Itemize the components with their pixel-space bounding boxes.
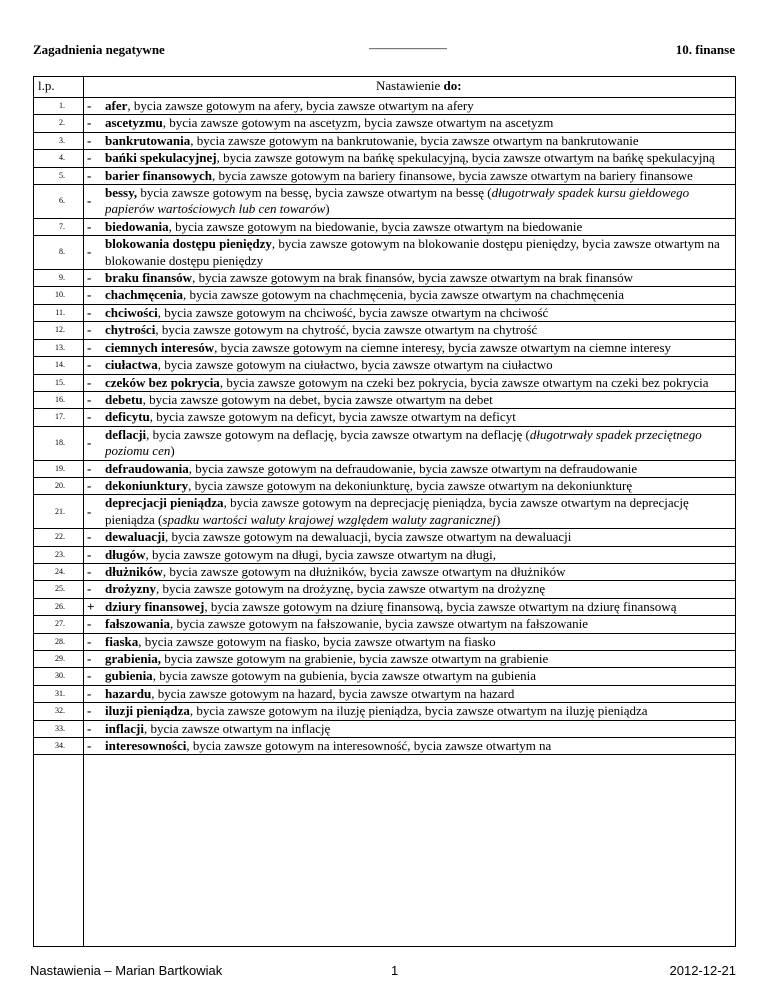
row-description: , bycia zawsze gotowym na blokowanie dostępu pieniędzy, bycia zawsze otwartym na blokowanie dostępu pieniędzy (105, 236, 720, 268)
row-number: 34. (55, 741, 65, 751)
row-sign: + (87, 598, 95, 614)
footer-author: Nastawienia – Marian Bartkowiak (30, 963, 223, 978)
row-sign: - (87, 304, 92, 320)
row-keyword: inflacji (105, 720, 144, 736)
row-description: , bycia zawsze gotowym na iluzję pieniądza, bycia zawsze otwartym na iluzję pieniądza (189, 703, 648, 719)
page-header (33, 42, 735, 60)
row-sign: - (87, 720, 92, 736)
row-sign: - (87, 685, 92, 701)
row-sign: - (87, 193, 92, 209)
row-sign: - (87, 374, 92, 390)
row-keyword: fałszowania (105, 616, 170, 632)
row-text (99, 529, 735, 545)
row-keyword: bankrutowania (105, 132, 191, 148)
row-keyword: chciwości (105, 304, 158, 320)
row-keyword: dziury finansowej (105, 598, 205, 614)
row-number: 18. (55, 437, 65, 447)
table-row (34, 287, 735, 304)
row-sign: - (87, 167, 92, 183)
row-number: 14. (55, 360, 65, 370)
table-row (34, 564, 735, 581)
row-text (99, 581, 735, 597)
row-number: 9. (59, 273, 65, 283)
row-text (99, 738, 735, 754)
row-number: 7. (59, 221, 65, 231)
row-keyword: ciemnych interesów (105, 339, 215, 355)
row-number: 27. (55, 619, 65, 629)
row-closing: ) (170, 443, 175, 459)
row-text (99, 461, 735, 477)
row-number: 16. (55, 394, 65, 404)
row-text (99, 478, 735, 494)
row-number: 19. (55, 463, 65, 473)
header-section: 10. finanse (675, 42, 735, 57)
row-description: , bycia zawsze gotowym na defraudowanie, bycia zawsze otwartym na defraudowanie (188, 460, 638, 476)
row-keyword: chytrości (105, 322, 156, 338)
row-text (99, 150, 735, 166)
row-description: , bycia zawsze gotowym na dekoniunkturę, bycia zawsze otwartym na dekoniunkturę (188, 477, 633, 493)
row-keyword: debetu (105, 391, 143, 407)
row-closing: ) (325, 201, 330, 217)
row-text (99, 287, 735, 303)
row-number: 29. (55, 654, 65, 663)
table-row (34, 599, 735, 616)
row-sign: - (87, 581, 92, 597)
table-row (34, 547, 735, 564)
row-sign: - (87, 244, 92, 260)
table-row (34, 478, 735, 495)
row-keyword: ascetyzmu (105, 115, 163, 131)
row-number: 10. (55, 290, 65, 300)
table-header (34, 77, 735, 98)
row-keyword: bańki spekulacyjnej (105, 150, 217, 166)
row-text (99, 115, 735, 131)
table-row (34, 375, 735, 392)
row-description: , bycia zawsze gotowym na czeki bez pokrycia, bycia zawsze otwartym na czeki bez pokrycia (219, 374, 709, 390)
row-definition: długotrwały spadek przeciętnego poziomu cen (105, 426, 702, 459)
row-sign: - (87, 546, 92, 562)
table-row (34, 340, 735, 357)
attitudes-table (33, 76, 736, 947)
table-row (34, 150, 735, 167)
table-row (34, 495, 735, 529)
row-number: 4. (59, 153, 65, 163)
row-sign: - (87, 668, 92, 684)
row-text (99, 168, 735, 184)
row-number: 13. (55, 342, 65, 352)
row-text (99, 236, 735, 269)
row-keyword: bessy, (105, 185, 138, 201)
row-sign: - (87, 477, 92, 493)
row-number: 17. (55, 412, 65, 422)
row-number: 32. (55, 706, 65, 716)
row-keyword: blokowania dostępu pieniędzy (105, 236, 272, 252)
table-row (34, 668, 735, 685)
row-sign: - (87, 738, 92, 754)
row-number: 11. (55, 307, 65, 317)
table-row (34, 634, 735, 651)
row-description: , bycia zawsze gotowym na dziurę finansową, bycia zawsze otwartym na dziurę finansową (204, 598, 677, 614)
row-keyword: braku finansów (105, 270, 193, 286)
row-number: 25. (55, 584, 65, 594)
table-row (34, 427, 735, 461)
table-row (34, 133, 735, 150)
row-number: 28. (55, 636, 65, 646)
row-definition: długotrwały spadek kursu giełdowego papierów wartościowych lub cen towarów (105, 185, 690, 217)
row-description: , bycia zawsze gotowym na drożyznę, bycia zawsze otwartym na drożyznę (156, 581, 546, 597)
row-sign: - (87, 563, 92, 579)
row-sign: - (87, 409, 92, 425)
table-row (34, 616, 735, 633)
row-text (99, 427, 735, 460)
row-keyword: defraudowania (105, 460, 189, 476)
table-row (34, 392, 735, 409)
row-text (99, 668, 735, 684)
row-keyword: barier finansowych (105, 167, 213, 183)
row-description: , bycia zawsze gotowym na dłużników, bycia zawsze otwartym na dłużników (162, 563, 566, 579)
table-row (34, 703, 735, 720)
row-description: , bycia zawsze gotowym na ascetyzm, bycia zawsze otwartym na ascetyzm (162, 115, 554, 131)
row-number: 12. (55, 325, 65, 335)
row-number: 23. (55, 549, 65, 559)
row-number: 24. (55, 566, 65, 576)
row-number: 21. (55, 506, 65, 516)
row-sign: - (87, 132, 92, 148)
table-row (34, 357, 735, 374)
row-text (99, 703, 735, 719)
row-keyword: afer (105, 98, 128, 113)
row-text (99, 409, 735, 425)
row-sign: - (87, 287, 92, 303)
table-row (34, 686, 735, 703)
row-text (99, 616, 735, 632)
row-number: 1. (59, 101, 65, 110)
row-text (99, 634, 735, 650)
row-text (99, 219, 735, 235)
row-sign: - (87, 218, 92, 234)
row-keyword: chachmęcenia (105, 287, 183, 303)
row-description: , bycia zawsze gotowym na fałszowanie, bycia zawsze otwartym na fałszowanie (170, 616, 588, 632)
row-text (99, 357, 735, 373)
row-keyword: długów (105, 546, 146, 562)
row-description: , bycia zawsze gotowym na deficyt, bycia zawsze otwartym na deficyt (149, 409, 516, 425)
row-sign: - (87, 98, 92, 113)
row-description: , bycia zawsze gotowym na chachmęcenia, bycia zawsze otwartym na chachmęcenia (182, 287, 625, 303)
table-row (34, 98, 735, 115)
row-sign: - (87, 391, 92, 407)
row-sign: - (87, 115, 92, 131)
row-description: , bycia zawsze gotowym na afery, bycia zawsze otwartym na afery (127, 98, 474, 113)
row-text (99, 564, 735, 580)
row-sign: - (87, 651, 92, 666)
row-text (99, 392, 735, 408)
table-row (34, 168, 735, 185)
row-keyword: grabienia, (105, 651, 161, 666)
row-sign: - (87, 150, 92, 166)
row-number: 26. (55, 601, 65, 611)
row-text (99, 547, 735, 563)
row-description: , bycia zawsze gotowym na gubienia, bycia zawsze otwartym na gubienia (152, 668, 537, 684)
row-description: , bycia zawsze gotowym na długi, bycia zawsze otwartym na długi, (145, 546, 496, 562)
column-header-title-text: Nastawienie (376, 78, 444, 93)
row-keyword: iluzji pieniądza (105, 703, 190, 719)
table-row (34, 236, 735, 270)
table-row (34, 529, 735, 546)
row-keyword: hazardu (105, 685, 152, 701)
row-description: , bycia zawsze gotowym na chytrość, bycia zawsze otwartym na chytrość (155, 322, 538, 338)
row-description: , bycia zawsze gotowym na deprecjację pieniądza, bycia zawsze otwartym na deprecjację pieniądza ( (105, 495, 689, 527)
row-description: , bycia zawsze gotowym na hazard, bycia zawsze otwartym na hazard (151, 685, 515, 701)
table-row (34, 738, 735, 755)
row-description: , bycia zawsze gotowym na ciułactwo, bycia zawsze otwartym na ciułactwo (157, 357, 553, 373)
row-sign: - (87, 270, 92, 286)
row-keyword: czeków bez pokrycia (105, 374, 220, 390)
row-description: , bycia zawsze gotowym na deflację, bycia zawsze otwartym na deflację ( (146, 426, 530, 442)
row-keyword: biedowania (105, 218, 169, 234)
row-sign: - (87, 616, 92, 632)
table-row (34, 270, 735, 287)
row-keyword: deprecjacji pieniądza (105, 495, 224, 511)
row-description: , bycia zawsze gotowym na interesowność, bycia zawsze otwartym na (186, 738, 552, 754)
row-sign: - (87, 703, 92, 719)
column-header-title (376, 78, 462, 94)
row-description: , bycia zawsze gotowym na bariery finansowe, bycia zawsze otwartym na bariery finansowe (212, 167, 693, 183)
row-keyword: interesowności (105, 738, 187, 754)
row-text (99, 651, 735, 667)
row-description: , bycia zawsze gotowym na debet, bycia zawsze otwartym na debet (142, 391, 493, 407)
row-keyword: dłużników (105, 563, 163, 579)
row-keyword: drożyzny (105, 581, 157, 597)
row-sign: - (87, 529, 92, 545)
footer-date: 2012-12-21 (669, 963, 736, 978)
row-text (99, 599, 735, 615)
row-text (99, 495, 735, 528)
row-keyword: dekoniunktury (105, 477, 189, 493)
row-number: 3. (59, 135, 65, 145)
row-sign: - (87, 339, 92, 355)
row-sign: - (87, 434, 92, 450)
row-number: 33. (55, 723, 65, 733)
row-number: 5. (59, 170, 65, 180)
row-keyword: fiaska (105, 633, 139, 649)
column-header-lp: l.p. (38, 78, 55, 93)
row-description: , bycia zawsze gotowym na chciwość, bycia zawsze otwartym na chciwość (157, 304, 549, 320)
row-description: , bycia zawsze gotowym na ciemne interesy, bycia zawsze otwartym na ciemne interesy (214, 339, 672, 355)
table-row (34, 115, 735, 132)
row-description: , bycia zawsze gotowym na bankrutowanie, bycia zawsze otwartym na bankrutowanie (190, 132, 639, 148)
row-number: 20. (55, 480, 65, 490)
table-row (34, 185, 735, 219)
table-row (34, 581, 735, 598)
row-number: 15. (55, 377, 65, 387)
row-keyword: ciułactwa (105, 357, 158, 373)
row-text (99, 375, 735, 391)
row-text (99, 686, 735, 702)
row-description: , bycia zawsze gotowym na dewaluacji, bycia zawsze otwartym na dewaluacji (164, 529, 572, 545)
row-keyword: dewaluacji (105, 529, 165, 545)
row-description: , bycia zawsze otwartym na inflację (144, 720, 331, 736)
row-sign: - (87, 460, 92, 476)
row-sign: - (87, 503, 92, 519)
row-description: , bycia zawsze gotowym na fiasko, bycia zawsze otwartym na fiasko (138, 633, 496, 649)
row-keyword: deflacji (105, 426, 147, 442)
row-number: 31. (55, 688, 65, 698)
row-text (99, 721, 735, 737)
row-text (99, 185, 735, 218)
header-separator: —————— (369, 40, 447, 55)
row-sign: - (87, 633, 92, 649)
footer-page-number: 1 (391, 963, 399, 978)
row-description: bycia zawsze gotowym na bessę, bycia zawsze otwartym na bessę ( (137, 185, 492, 201)
row-text (99, 322, 735, 338)
column-header-title-keyword: do: (443, 78, 462, 93)
table-row (34, 322, 735, 339)
row-number: 2. (59, 118, 65, 128)
row-description: bycia zawsze gotowym na grabienie, bycia zawsze otwartym na grabienie (160, 651, 549, 666)
row-number: 6. (59, 196, 65, 206)
row-number: 22. (55, 532, 65, 542)
row-description: , bycia zawsze gotowym na biedowanie, bycia zawsze otwartym na biedowanie (168, 218, 583, 234)
table-row (34, 461, 735, 478)
row-closing: ) (496, 511, 501, 527)
row-text (99, 270, 735, 286)
table-row (34, 721, 735, 738)
row-sign: - (87, 322, 92, 338)
row-keyword: gubienia (105, 668, 153, 684)
row-text (99, 340, 735, 356)
table-row (34, 409, 735, 426)
row-keyword: deficytu (105, 409, 150, 425)
row-number: 8. (59, 247, 65, 257)
row-sign: - (87, 357, 92, 373)
row-description: , bycia zawsze gotowym na bańkę spekulacyjną, bycia zawsze otwartym na bańkę spekulacyjną (216, 150, 715, 166)
table-row (34, 651, 735, 668)
row-description: , bycia zawsze gotowym na brak finansów, bycia zawsze otwartym na brak finansów (192, 270, 634, 286)
row-text (99, 98, 735, 114)
header-topic: Zagadnienia negatywne (33, 42, 165, 57)
row-definition: spadku wartości waluty krajowej względem waluty zagranicznej (162, 511, 497, 527)
table-row (34, 305, 735, 322)
table-body (34, 98, 735, 755)
row-text (99, 133, 735, 149)
row-text (99, 305, 735, 321)
table-row (34, 219, 735, 236)
row-number: 30. (55, 671, 65, 681)
